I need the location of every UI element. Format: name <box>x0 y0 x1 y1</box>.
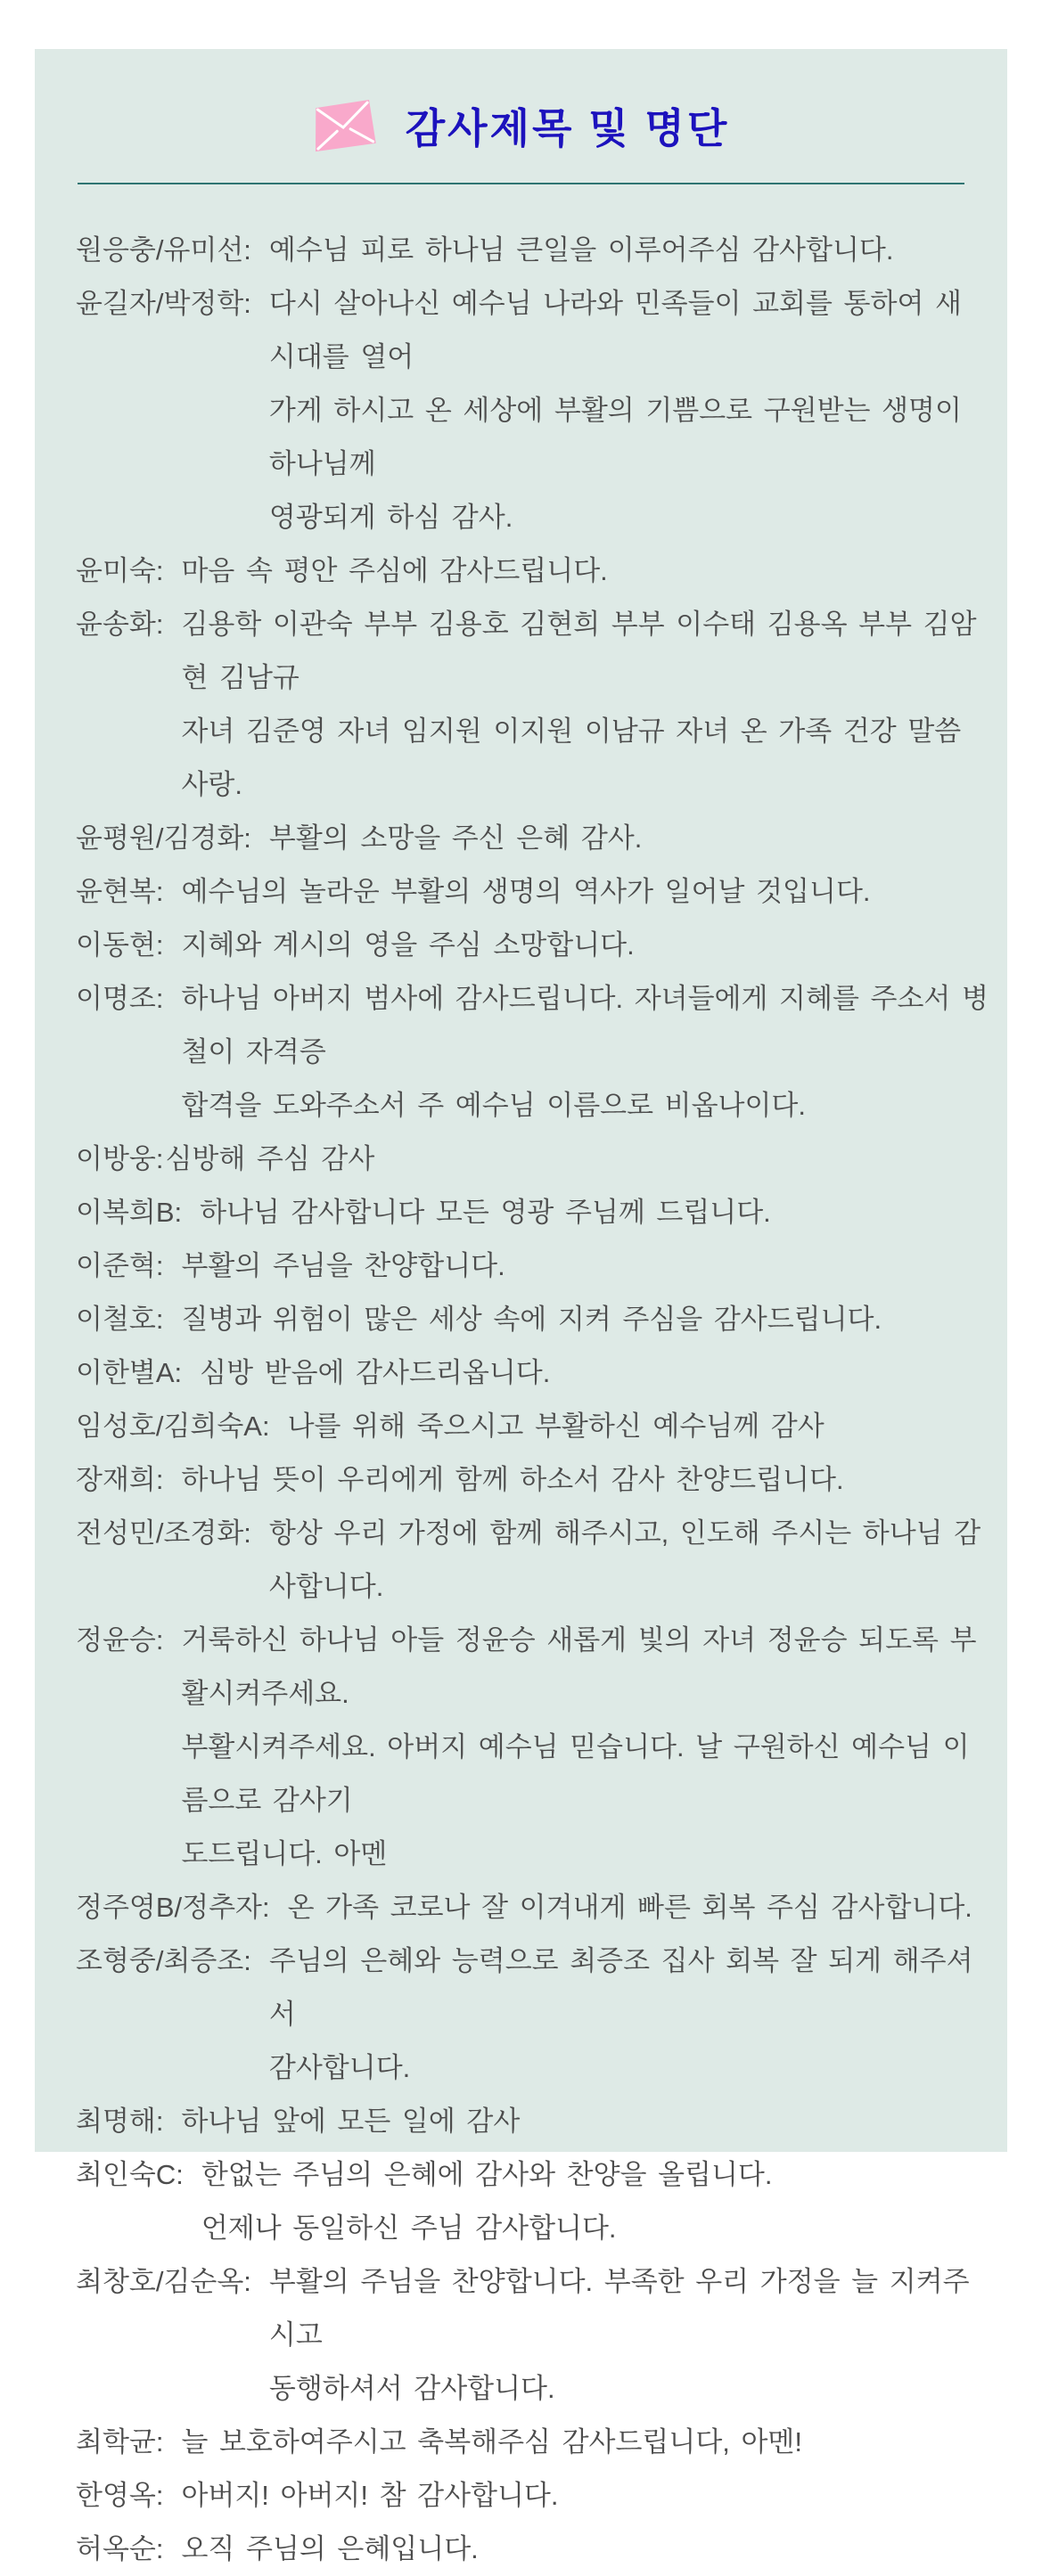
entry-row <box>76 598 991 812</box>
entry-message <box>181 544 991 598</box>
entry-message <box>181 2416 991 2469</box>
entry-message <box>181 1453 991 1507</box>
entry-message-line: 지혜와 계시의 영을 주심 소망합니다. <box>181 929 635 961</box>
entry-name: 허옥순: <box>76 2533 164 2564</box>
entry-message <box>269 224 991 277</box>
entry-name: 이한별A: <box>76 1357 183 1388</box>
entry-message-line: 아버지! 아버지! 참 감사합니다. <box>181 2480 559 2511</box>
entry-row <box>76 1934 991 2095</box>
header <box>35 101 1007 151</box>
entry-name: 윤미숙: <box>76 555 164 586</box>
entry-row <box>76 2095 991 2148</box>
entry-name: 최인숙C: <box>76 2159 184 2190</box>
entry-name: 정윤승: <box>76 1624 164 1656</box>
entry-message-line: 하나님 앞에 모든 일에 감사 <box>181 2106 521 2137</box>
entry-row <box>76 1186 991 1239</box>
entry-message <box>181 598 991 812</box>
entry-row <box>76 1881 991 1934</box>
entry-message-line: 김용학 이관숙 부부 김용호 김현희 부부 이수태 김용옥 부부 김암현 김남규 <box>181 609 977 693</box>
entry-row <box>76 544 991 598</box>
entry-name: 최학균: <box>76 2426 164 2457</box>
entry-message <box>181 2469 991 2523</box>
entry-row <box>76 2148 991 2255</box>
entry-message <box>181 2523 991 2576</box>
thanksgiving-list <box>35 224 1007 2576</box>
entry-message <box>269 1934 991 2095</box>
entry-name: 장재희: <box>76 1464 164 1495</box>
entry-message-line: 심방해 주심 감사 <box>165 1143 375 1174</box>
entry-message-line: 영광되게 하심 감사. <box>268 502 513 533</box>
entry-message <box>269 1507 991 1614</box>
entry-row <box>76 1614 991 1881</box>
entry-message-line: 온 가족 코로나 잘 이겨내게 빠른 회복 주심 감사합니다. <box>287 1892 972 1923</box>
entry-message <box>181 1239 991 1293</box>
entry-row <box>76 2255 991 2416</box>
entry-row <box>76 1453 991 1507</box>
entry-row <box>76 1133 991 1186</box>
entry-name: 윤길자/박정학: <box>76 288 251 319</box>
entry-name: 최창호/김순옥: <box>76 2266 251 2297</box>
page-title: 감사제목 및 명단 <box>405 105 730 151</box>
entry-name: 이명조: <box>76 983 164 1014</box>
entry-message-line: 하나님 아버지 범사에 감사드립니다. 자녀들에게 지혜를 주소서 병철이 자격증 <box>181 983 989 1067</box>
entry-message-line: 늘 보호하여주시고 축복해주심 감사드립니다, 아멘! <box>181 2426 802 2457</box>
entry-message <box>269 2255 991 2416</box>
entry-name: 최명해: <box>76 2106 164 2137</box>
entry-message-line: 한없는 주님의 은혜에 감사와 찬양을 올립니다. <box>201 2159 773 2190</box>
entry-name: 이복희B: <box>76 1197 183 1228</box>
entry-message <box>181 972 991 1133</box>
entry-name: 정주영B/정추자: <box>76 1892 270 1923</box>
entry-name: 조형중/최증조: <box>76 1945 251 1976</box>
entry-message-line: 예수님 피로 하나님 큰일을 이루어주심 감사합니다. <box>268 234 894 266</box>
bulletin-card <box>35 49 1007 2564</box>
entry-message-line: 하나님 뜻이 우리에게 함께 하소서 감사 찬양드립니다. <box>181 1464 844 1495</box>
entry-message-line: 거룩하신 하나님 아들 정윤승 새롭게 빛의 자녀 정윤승 되도록 부활시켜주세요. <box>181 1624 977 1709</box>
entry-name: 이철호: <box>76 1304 164 1335</box>
entry-message-line: 예수님의 놀라운 부활의 생명의 역사가 일어날 것입니다. <box>181 876 871 907</box>
entry-message-line: 동행하셔서 감사합니다. <box>268 2373 555 2404</box>
entry-name: 한영옥: <box>76 2480 164 2511</box>
entry-row <box>76 865 991 919</box>
entry-message <box>288 1881 991 1934</box>
entry-message-line: 항상 우리 가정에 함께 해주시고, 인도해 주시는 하나님 감사합니다. <box>268 1517 981 1602</box>
entry-message <box>181 865 991 919</box>
entry-name: 임성호/김희숙A: <box>76 1411 270 1442</box>
entry-message-line: 가게 하시고 온 세상에 부활의 기쁨으로 구원받는 생명이 하나님께 <box>268 395 962 479</box>
entry-message <box>200 1186 991 1239</box>
entry-message <box>201 2148 991 2255</box>
envelope-icon <box>312 100 376 151</box>
entry-row <box>76 919 991 972</box>
entry-message-line: 주님의 은혜와 능력으로 최증조 집사 회복 잘 되게 해주셔서 <box>268 1945 973 2030</box>
entry-row <box>76 1239 991 1293</box>
entry-message-line: 부활의 소망을 주신 은혜 감사. <box>268 822 643 854</box>
entry-name: 이동현: <box>76 929 164 961</box>
entry-message <box>269 277 991 544</box>
entry-message-line: 심방 받음에 감사드리옵니다. <box>200 1357 551 1388</box>
entry-name: 윤현복: <box>76 876 164 907</box>
entry-message <box>181 1293 991 1346</box>
divider <box>78 183 964 184</box>
entry-message-line: 감사합니다. <box>268 2052 411 2083</box>
entry-name: 윤송화: <box>76 609 164 640</box>
entry-row <box>76 2523 991 2576</box>
entry-message-line: 합격을 도와주소서 주 예수님 이름으로 비옵나이다. <box>181 1090 806 1121</box>
entry-row <box>76 2416 991 2469</box>
entry-message <box>165 1133 991 1186</box>
entry-name: 원응충/유미선: <box>76 234 251 266</box>
entry-message <box>288 1400 991 1453</box>
entry-message <box>181 1614 991 1881</box>
entry-message <box>181 2095 991 2148</box>
entry-message-line: 부활시켜주세요. 아버지 예수님 믿습니다. 날 구원하신 예수님 이름으로 감사기 <box>181 1731 970 1816</box>
entry-message-line: 질병과 위험이 많은 세상 속에 지켜 주심을 감사드립니다. <box>181 1304 882 1335</box>
entry-message-line: 부활의 주님을 찬양합니다. <box>181 1250 505 1281</box>
entry-message-line: 도드립니다. 아멘 <box>181 1838 388 1869</box>
entry-message-line: 마음 속 평안 주심에 감사드립니다. <box>181 555 608 586</box>
entry-name: 이준혁: <box>76 1250 164 1281</box>
entry-row <box>76 277 991 544</box>
entry-row <box>76 224 991 277</box>
entry-message-line: 자녀 김준영 자녀 임지원 이지원 이남규 자녀 온 가족 건강 말씀 사랑. <box>181 716 962 800</box>
entry-message-line: 다시 살아나신 예수님 나라와 민족들이 교회를 통하여 새 시대를 열어 <box>268 288 962 372</box>
entry-row <box>76 1507 991 1614</box>
entry-name: 이방웅: <box>76 1143 164 1174</box>
entry-message <box>269 812 991 865</box>
entry-row <box>76 972 991 1133</box>
entry-message-line: 부활의 주님을 찬양합니다. 부족한 우리 가정을 늘 지켜주시고 <box>268 2266 970 2351</box>
entry-message-line: 하나님 감사합니다 모든 영광 주님께 드립니다. <box>200 1197 771 1228</box>
entry-name: 전성민/조경화: <box>76 1517 251 1549</box>
entry-row <box>76 1400 991 1453</box>
entry-message <box>181 919 991 972</box>
entry-message-line: 언제나 동일하신 주님 감사합니다. <box>201 2212 617 2244</box>
entry-message-line: 나를 위해 죽으시고 부활하신 예수님께 감사 <box>287 1411 825 1442</box>
entry-row <box>76 812 991 865</box>
entry-message <box>200 1346 991 1400</box>
entry-row <box>76 2469 991 2523</box>
entry-row <box>76 1346 991 1400</box>
entry-message-line: 오직 주님의 은혜입니다. <box>181 2533 479 2564</box>
entry-name: 윤평원/김경화: <box>76 822 251 854</box>
entry-row <box>76 1293 991 1346</box>
